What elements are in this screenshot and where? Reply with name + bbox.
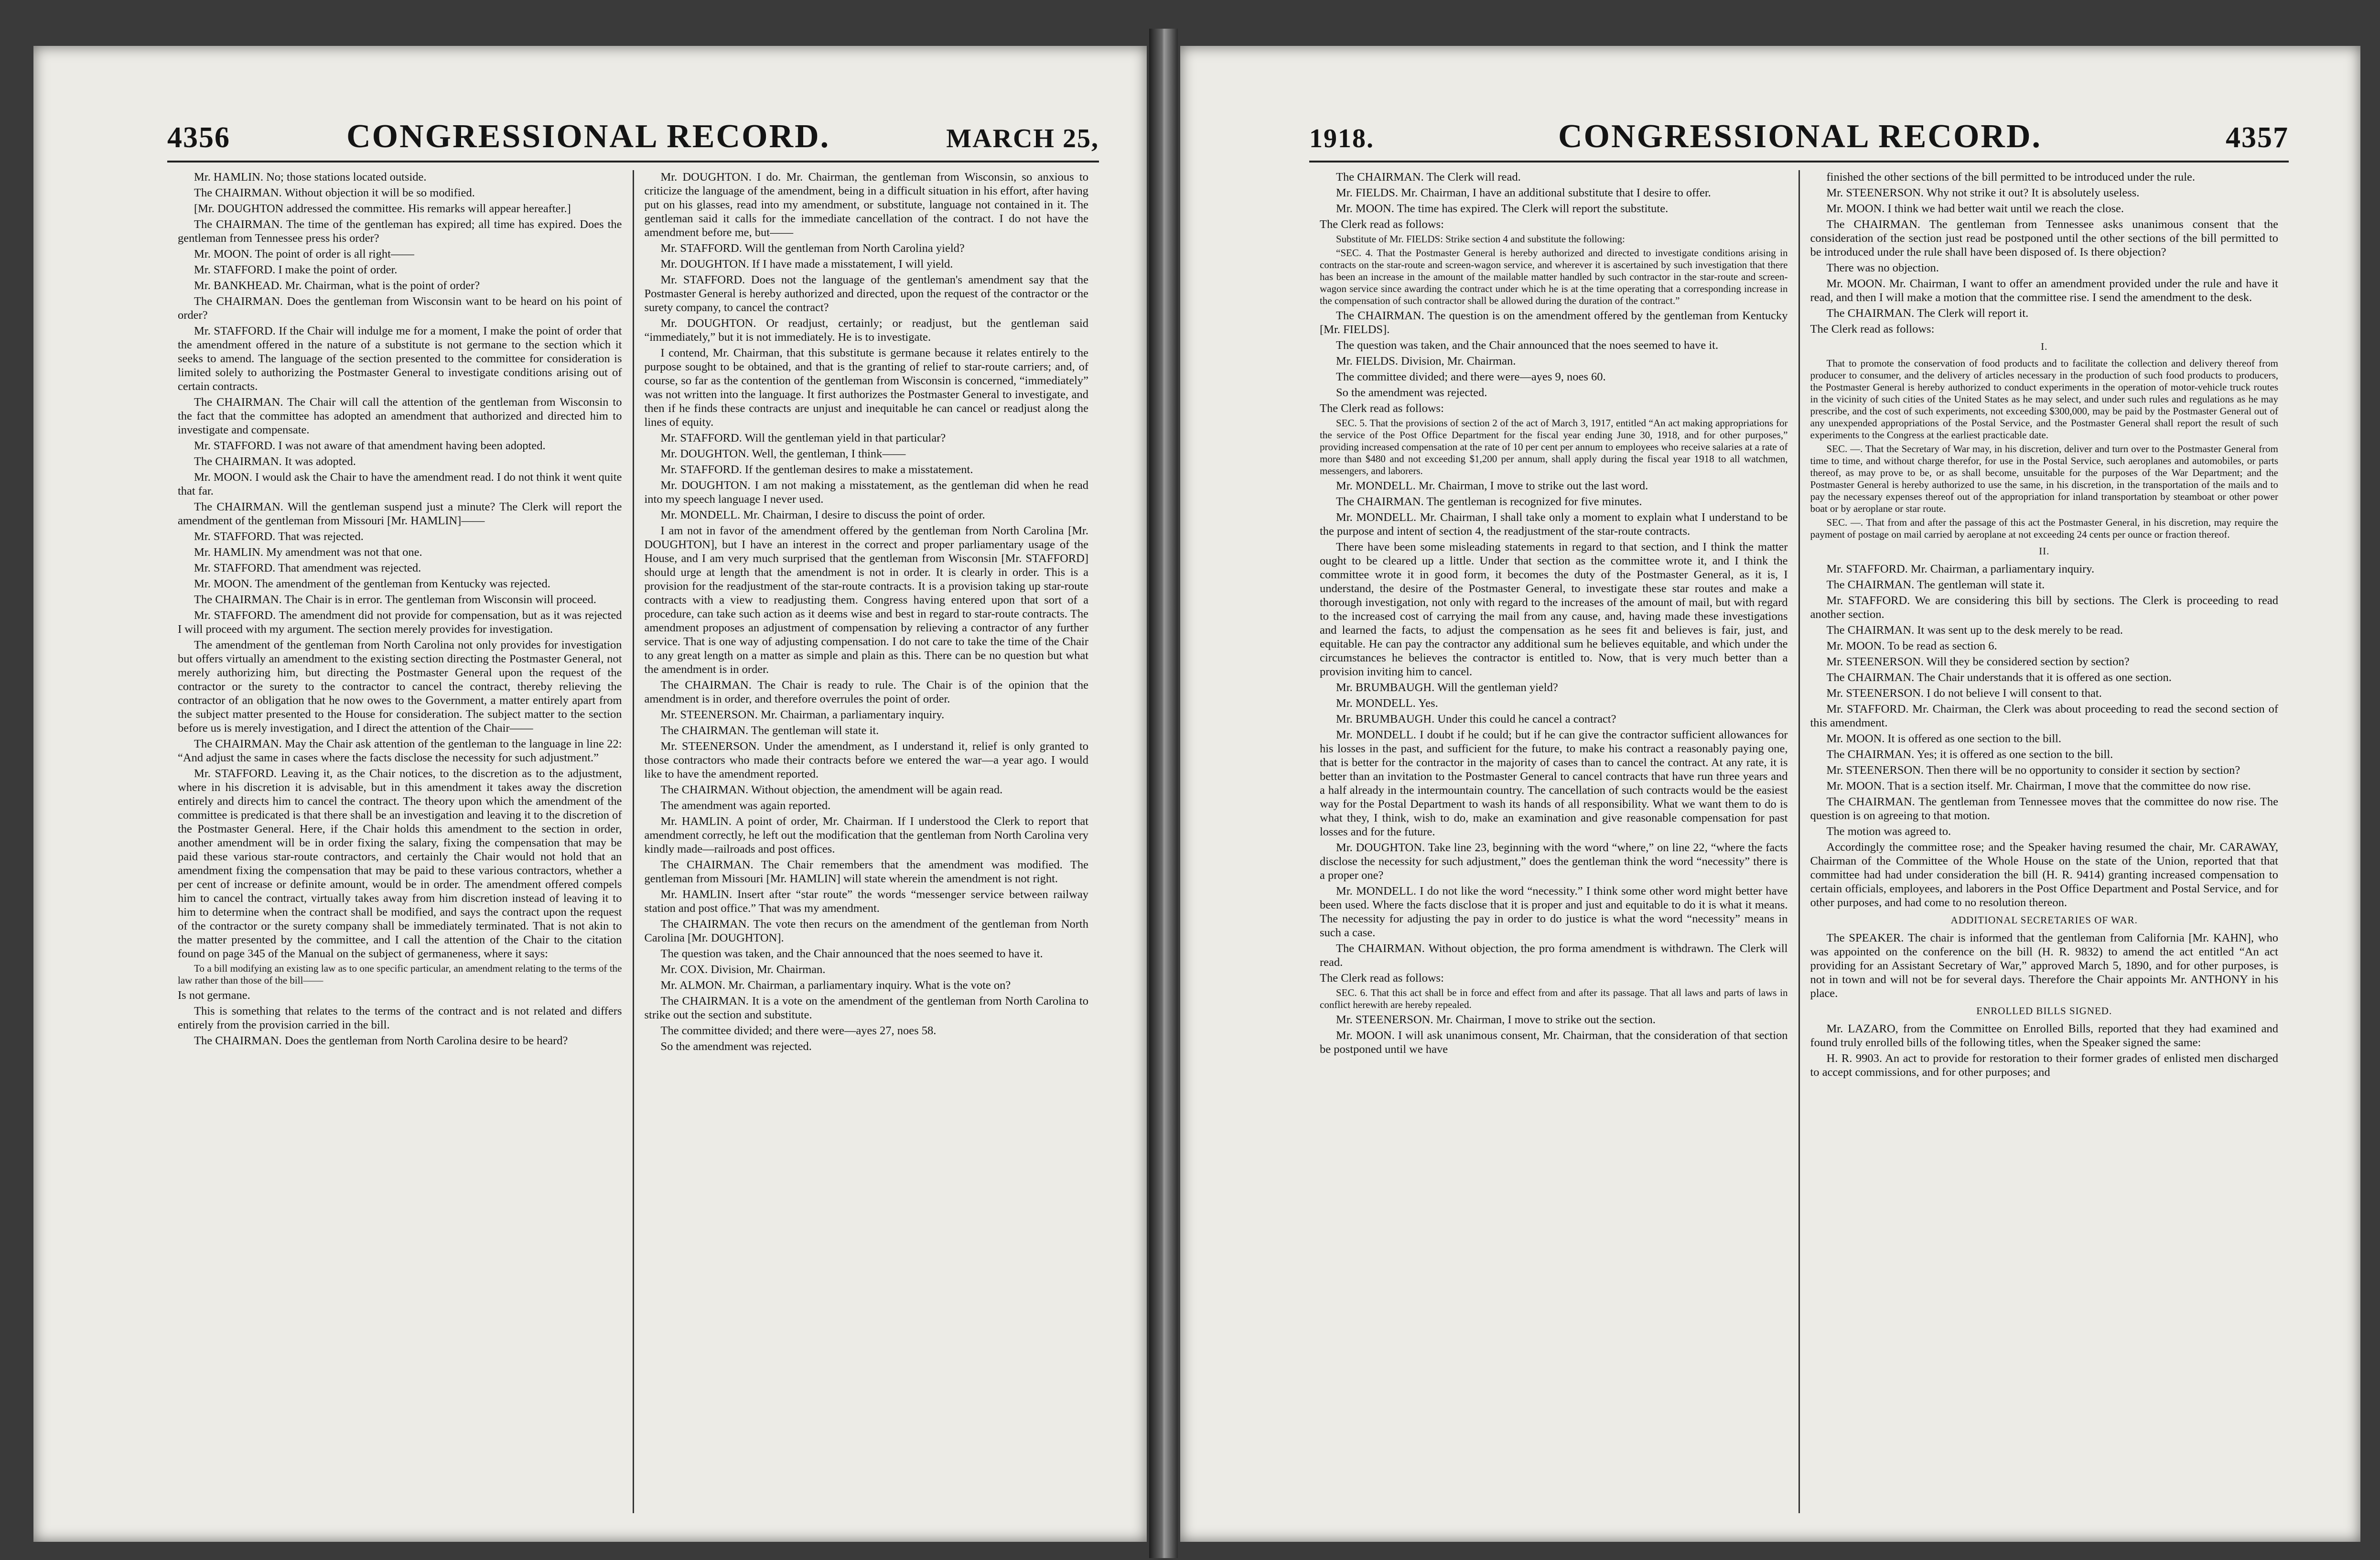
paragraph: The CHAIRMAN. The gentleman will state it.: [660, 724, 879, 737]
paragraph: So the amendment was rejected.: [1336, 386, 1487, 399]
paragraph: Mr. STEENERSON. Under the amendment, as I understand it, relief is only granted to those contractors who made their contracts before we entered the war—a year ago. I would like to have the amendment reported.: [644, 740, 1088, 780]
paragraph: The CHAIRMAN. The gentleman is recognized for five minutes.: [1336, 495, 1642, 508]
paragraph: That to promote the conservation of food products and to facilitate the collection and delivery thereof from producer to consumer, and the delivery of articles necessary in the production of such food products to producers, the Postmaster General is hereby authorized to conduct experiments in the operation of motor-vehicle truck routes in the vicinity of such cities of the United States as he may select, and under such rules and regulations as he may prescribe, and the cost of such experiments, not exceeding $300,000, may be paid by the Postmaster General out of any unexpended appropriations of the Postal Service, and the Postmaster General shall report the result of such experiments to the Congress at the earliest practicable date.: [1810, 358, 2278, 441]
paragraph: Mr. MONDELL. Yes.: [1336, 697, 1438, 710]
paragraph: Mr. MONDELL. Mr. Chairman, I desire to discuss the point of order.: [660, 509, 985, 521]
left-page-header: [167, 118, 1099, 162]
paragraph: Substitute of Mr. FIELDS: Strike section 4 and substitute the following:: [1336, 233, 1625, 245]
paragraph: Mr. STAFFORD. If the gentleman desires to make a misstatement.: [660, 463, 973, 476]
paragraph: “SEC. 4. That the Postmaster General is hereby authorized and directed to investigate conditions arising in contracts on the star-route and screen-wagon service, and wherever it is ascertained by such investigation that there has been an increase in the amount of the mailable matter handled by such contractor in the star-route and screen-wagon service since awarding the contract under which he is at the time operating that a corresponding increase in the compensation of such contractor shall be allowed during the duration of the contract.”: [1320, 247, 1788, 306]
paragraph: The CHAIRMAN. Does the gentleman from Wisconsin want to be heard on his point of order?: [178, 295, 622, 322]
paragraph: Mr. LAZARO, from the Committee on Enrolled Bills, reported that they had examined and found truly enrolled bills of the following titles, when the Speaker signed the same:: [1810, 1022, 2278, 1049]
paragraph: The CHAIRMAN. The gentleman from Tennessee moves that the committee do now rise. The question is on agreeing to that motion.: [1810, 795, 2278, 822]
paragraph: Mr. STEENERSON. Mr. Chairman, a parliamentary inquiry.: [660, 708, 945, 721]
left-page: [33, 46, 1147, 1542]
paragraph: Mr. ALMON. Mr. Chairman, a parliamentary inquiry. What is the vote on?: [660, 979, 1011, 992]
paragraph: Mr. FIELDS. Division, Mr. Chairman.: [1336, 355, 1516, 368]
paragraph: The CHAIRMAN. The vote then recurs on the amendment of the gentleman from North Carolina [Mr. DOUGHTON].: [644, 918, 1088, 944]
paragraph: The CHAIRMAN. The gentleman will state it.: [1826, 578, 2045, 591]
paragraph: Mr. STAFFORD. Does not the language of the gentleman's amendment say that the Postmaster General is hereby authorized and directed, upon the request of the contractor or the surety company, to cancel the contract?: [644, 273, 1088, 314]
paragraph: ADDITIONAL SECRETARIES OF WAR.: [1950, 914, 2138, 926]
paragraph: The CHAIRMAN. The Clerk will report it.: [1826, 307, 2029, 320]
paragraph: The Clerk read as follows:: [1320, 972, 1444, 985]
paragraph: The CHAIRMAN. Without objection, the pro forma amendment is withdrawn. The Clerk will read.: [1320, 942, 1788, 969]
book-spine: [1149, 29, 1178, 1558]
paragraph: Mr. STEENERSON. Will they be considered section by section?: [1826, 655, 2130, 668]
paragraph: The CHAIRMAN. The Chair remembers that the amendment was modified. The gentleman from Missouri [Mr. HAMLIN] will state wherein the amendment is not right.: [644, 858, 1088, 885]
paragraph: The Clerk read as follows:: [1320, 402, 1444, 415]
paragraph: Mr. HAMLIN. A point of order, Mr. Chairman. If I understood the Clerk to report that amendment correctly, he left out the modification that the gentleman from North Carolina very kindly made—railroads and post offices.: [644, 815, 1088, 856]
paragraph: Mr. HAMLIN. My amendment was not that one.: [194, 546, 422, 559]
paragraph: Mr. STAFFORD. Will the gentleman from North Carolina yield?: [660, 242, 965, 255]
paragraph: The committee divided; and there were—ayes 9, noes 60.: [1336, 370, 1606, 383]
paragraph: The CHAIRMAN. It was adopted.: [194, 455, 356, 468]
paragraph: SEC. —. That the Secretary of War may, in his discretion, deliver and turn over to the Postmaster General from time to time, and without charge therefor, for use in the Postal Service, such aeroplanes and automobiles, or parts thereof, as may prove to be, or as shall become, unsuitable for the purposes of the War Department; and the Postmaster General is hereby authorized to use the same, in his discretion, in the transportation of the mails and to pay the necessary expenses thereof out of the appropriation for inland transportation by steamboat or other power boat or by aeroplane or star route.: [1810, 443, 2278, 514]
paragraph: The SPEAKER. The chair is informed that the gentleman from California [Mr. KAHN], who was appointed on the conference on the bill (H. R. 9832) to amend the act entitled “An act providing for an Assistant Secretary of War,” approved March 5, 1890, and for other purposes, is not in town and will not be for several days. Therefore the Chair appoints Mr. ANTHONY in his place.: [1810, 932, 2278, 1000]
right-page: [1180, 46, 2360, 1542]
paragraph: The CHAIRMAN. It is a vote on the amendment of the gentleman from North Carolina to strike out the section and substitute.: [644, 995, 1088, 1021]
paragraph: The Clerk read as follows:: [1810, 323, 1935, 336]
paragraph: Mr. MONDELL. Mr. Chairman, I move to strike out the last word.: [1336, 479, 1648, 492]
paragraph: Mr. DOUGHTON. If I have made a misstatement, I will yield.: [660, 258, 953, 271]
paragraph: I contend, Mr. Chairman, that this substitute is germane because it relates entirely to the purpose sought to be obtained, and that is the granting of relief to star-route carriers; and, of course, so far as the contention of the gentleman from Wisconsin is concerned, “immediately” was not written into the language. It first authorizes the Postmaster General to investigate, and then if he finds these contracts are unjust and inequitable he can cancel or readjust along the lines of equity.: [644, 347, 1088, 429]
paragraph: Accordingly the committee rose; and the Speaker having resumed the chair, Mr. CARAWAY, Chairman of the Committee of the Whole House on the state of the Union, reported that that committee had had under consideration the bill (H. R. 9414) granting increased compensation to certain officials, employees, and laborers in the Post Office Department and Postal Service, and for other purposes, and had come to no resolution thereon.: [1810, 841, 2278, 909]
paragraph: The amendment of the gentleman from North Carolina not only provides for investigation but offers virtually an amendment to the existing section directing the Postmaster General, not merely authorizing him, but directing the Postmaster General upon the request of the contractor or the surety to the contractor to cancel the contract, thereby relieving the contractor of an obligation that he now owes to the Government, a matter entirely apart from the subject matter presented to the House for consideration. The subject matter to the section before us is merely investigation, and I direct the attention of the Chair——: [178, 639, 622, 735]
paragraph: Mr. STAFFORD. Mr. Chairman, the Clerk was about proceeding to read the second section of this amendment.: [1810, 703, 2278, 729]
paragraph: Mr. MOON. The point of order is all right——: [194, 248, 414, 260]
paragraph: Mr. STAFFORD. Leaving it, as the Chair notices, to the discretion as to the adjustment, where in his discretion it is advisable, but in this amendment it takes away the discretion entirely and directs him to cancel the contract. The theory upon which the amendment of the committee is predicated is that there shall be an investigation and leaving it to the discretion of the Postmaster General. Here, if the Chair holds this amendment to the section in order, another amendment will be in order fixing the salary, fixing the compensation that may be paid these various star-route contractors, and certainly the Chair would not hold that an amendment fixing the compensation that may be paid to these various contractors, whether a per cent of increase or definite amount, would be in order. The amendment offered compels him to cancel the contract, virtually takes away from him discretion instead of leaving it to him to determine when the contract shall be modified, and says the contract upon the request of the contractor or the surety company shall be immediately terminated. That is not akin to the matter presented by the committee, and I call the attention of the Chair to the citation found on page 345 of the Manual on the subject of germaneness, where it says:: [178, 767, 622, 960]
paragraph: The CHAIRMAN. The Chair will call the attention of the gentleman from Wisconsin to the fact that the committee has adopted an amendment that authorized and directed him to investigate and compensate.: [178, 396, 622, 436]
paragraph: So the amendment was rejected.: [660, 1040, 812, 1053]
text-column: [167, 170, 633, 1513]
page-number: 4356: [167, 121, 230, 154]
paragraph: Mr. STAFFORD. Mr. Chairman, a parliamentary inquiry.: [1826, 563, 2095, 575]
paragraph: Mr. STEENERSON. Then there will be no opportunity to consider it section by section?: [1826, 764, 2240, 777]
paragraph: The CHAIRMAN. The time of the gentleman has expired; all time has expired. Does the gentleman from Tennessee press his order?: [178, 218, 622, 245]
page-year: 1918.: [1309, 124, 1374, 153]
paragraph: ENROLLED BILLS SIGNED.: [1976, 1005, 2112, 1017]
publication-title: CONGRESSIONAL RECORD.: [1558, 118, 2042, 155]
paragraph: The CHAIRMAN. Does the gentleman from North Carolina desire to be heard?: [194, 1034, 568, 1047]
paragraph: SEC. —. That from and after the passage of this act the Postmaster General, in his discretion, may require the payment of postage on mail carried by aeroplane at not exceeding 24 cents per ounce or fraction thereof.: [1810, 517, 2278, 540]
paragraph: Mr. HAMLIN. Insert after “star route” the words “messenger service between railway station and post office.” That was my amendment.: [644, 888, 1088, 915]
paragraph: Mr. STAFFORD. If the Chair will indulge me for a moment, I make the point of order that the amendment offered in the nature of a substitute is not germane to the section which it seeks to amend. The language of the section presented to the committee for consideration is limited solely to authorizing the Postmaster General to investigate conditions arising out of certain contracts.: [178, 325, 622, 393]
paragraph: Mr. STAFFORD. That amendment was rejected.: [194, 562, 421, 574]
paragraph: Mr. DOUGHTON. Or readjust, certainly; or readjust, but the gentleman said “immediately,” but it is not immediately. He is to investigate.: [644, 317, 1088, 344]
paragraph: The CHAIRMAN. It was sent up to the desk merely to be read.: [1826, 624, 2123, 637]
page-number: 4357: [2225, 121, 2289, 154]
page-date: MARCH 25,: [946, 124, 1099, 153]
paragraph: Mr. MOON. That is a section itself. Mr. Chairman, I move that the committee do now rise.: [1826, 780, 2251, 792]
paragraph: Mr. MOON. The amendment of the gentleman from Kentucky was rejected.: [194, 577, 550, 590]
paragraph: Mr. MOON. I would ask the Chair to have the amendment read. I do not think it went quite that far.: [178, 471, 622, 498]
paragraph: Mr. HAMLIN. No; those stations located outside.: [194, 171, 427, 184]
paragraph: The CHAIRMAN. The gentleman from Tennessee asks unanimous consent that the consideration of the section just read be postponed until the other sections of the bill permitted to be introduced under the rule shall have been disposed of. Is there objection?: [1810, 218, 2278, 259]
paragraph: Mr. DOUGHTON. I do. Mr. Chairman, the gentleman from Wisconsin, so anxious to criticize the language of the amendment, being in a difficult situation in his effort, after having put on his glasses, read into my amendment, or substitute, language not contained in it. The gentleman said it calls for the immediate cancellation of the contract. I do not have the amendment before me, but——: [644, 171, 1088, 239]
paragraph: Mr. STEENERSON. I do not believe I will consent to that.: [1826, 687, 2102, 700]
paragraph: Mr. STEENERSON. Why not strike it out? It is absolutely useless.: [1826, 186, 2140, 199]
paragraph: The CHAIRMAN. Yes; it is offered as one section to the bill.: [1826, 748, 2113, 761]
paragraph: SEC. 5. That the provisions of section 2 of the act of March 3, 1917, entitled “An act making appropriations for the service of the Post Office Department for the fiscal year ending June 30, 1918, and for other purposes,” providing increased compensation at the rate of 10 per cent per annum to employees who receive salaries at a rate of more than $480 and not exceeding $1,200 per annum, shall apply during the fiscal year 1918 to all watchmen, messengers, and laborers.: [1320, 417, 1788, 477]
right-page-header: [1309, 118, 2289, 162]
paragraph: II.: [2039, 545, 2050, 557]
paragraph: Mr. BRUMBAUGH. Under this could he cancel a contract?: [1336, 713, 1616, 726]
paragraph: I am not in favor of the amendment offered by the gentleman from North Carolina [Mr. DOUGHTON], but I have an interest in the correct and proper parliamentary usage of the House, and I am very much surprised that the gentleman from Wisconsin [Mr. STAFFORD] should urge at length that the amendment is not in order. It is clearly in order. This is a provision for the readjustment of the star-route contracts. It is a provision taking up star-route contracts with a view to readjusting them. Congress having entered upon that sort of a procedure, can take such action as it deems wise and best in regard to star-route contracts. The amendment proposes an adjustment of compensation by relieving a contractor of any further service. That is one way of adjusting compensation. I do not care to take the time of the Chair to any great length on a matter as simple and plain as this. There can be no question but what the amendment is in order.: [644, 524, 1088, 676]
paragraph: The question was taken, and the Chair announced that the noes seemed to have it.: [1336, 339, 1719, 352]
paragraph: To a bill modifying an existing law as to one specific particular, an amendment relating to the terms of the law rather than those of the bill——: [178, 963, 622, 986]
paragraph: Mr. STAFFORD. I make the point of order.: [194, 263, 398, 276]
text-column: [1798, 170, 2289, 1513]
paragraph: finished the other sections of the bill permitted to be introduced under the rule.: [1826, 171, 2196, 184]
paragraph: The CHAIRMAN. Without objection it will be so modified.: [194, 186, 475, 199]
paragraph: The motion was agreed to.: [1826, 825, 1951, 838]
paragraph: Mr. STAFFORD. Will the gentleman yield in that particular?: [660, 432, 946, 444]
paragraph: H. R. 9903. An act to provide for restoration to their former grades of enlisted men discharged to accept commissions, and for other purposes; and: [1810, 1052, 2278, 1079]
paragraph: Mr. MONDELL. Mr. Chairman, I shall take only a moment to explain what I understand to be the purpose and intent of section 4, the readjustment of the star-route contracts.: [1320, 511, 1788, 538]
paragraph: I.: [2041, 341, 2048, 352]
paragraph: The committee divided; and there were—ayes 27, noes 58.: [660, 1024, 937, 1037]
paragraph: The CHAIRMAN. The question is on the amendment offered by the gentleman from Kentucky [Mr. FIELDS].: [1320, 309, 1788, 336]
paragraph: Mr. BRUMBAUGH. Will the gentleman yield?: [1336, 681, 1558, 694]
paragraph: Is not germane.: [178, 989, 250, 1002]
paragraph: The question was taken, and the Chair announced that the noes seemed to have it.: [660, 947, 1043, 960]
paragraph: Mr. MONDELL. I doubt if he could; but if he can give the contractor sufficient allowances for his losses in the past, and sufficient for the future, to make his contract a reasonably paying one, that is better for the contractor in the majority of cases than to cancel the contract. At any rate, it is better than an invitation to the Postmaster General to cancel contracts that have run three years and a half already in the intermountain country. The cancellation of such contracts would be the easiest way for the Postal Department to wash its hands of all responsibility. What we want them to do is what they, I think, wish to do, make an examination and give reasonable compensation for past losses and for the future.: [1320, 728, 1788, 838]
paragraph: Mr. STAFFORD. That was rejected.: [194, 530, 364, 543]
right-page-columns: [1309, 170, 2289, 1513]
paragraph: Mr. FIELDS. Mr. Chairman, I have an additional substitute that I desire to offer.: [1336, 186, 1711, 199]
paragraph: Mr. STAFFORD. The amendment did not provide for compensation, but as it was rejected I will proceed with my argument. The section merely provides for investigation.: [178, 609, 622, 636]
paragraph: Mr. STEENERSON. Mr. Chairman, I move to strike out the section.: [1336, 1013, 1656, 1026]
paragraph: Mr. BANKHEAD. Mr. Chairman, what is the point of order?: [194, 279, 480, 292]
paragraph: SEC. 6. That this act shall be in force and effect from and after its passage. That all laws and parts of laws in conflict herewith are hereby repealed.: [1320, 987, 1788, 1010]
paragraph: Mr. COX. Division, Mr. Chairman.: [660, 963, 826, 976]
paragraph: There have been some misleading statements in regard to that section, and I think the matter ought to be cleared up a little. Under that section as the committee wrote it, and I think the committee wrote it in good form, it becomes the duty of the Postmaster General, as it is, I understand, the desire of the Postmaster General, to investigate these star routes and make a thorough investigation, not only with regard to the increases of the amount of mail, but with regard to the increased cost of carrying the mail from any cause, and, having made these investigations and learned the facts, to adjust the compensation as he sees fit and believes is fair, just, and equitable. He can pay the contractor any additional sum he believes equitable, and which under the circumstances he believes the contractor is entitled to. Now, that is very much better than a provision inviting him to cancel.: [1320, 541, 1788, 678]
paragraph: Mr. MOON. It is offered as one section to the bill.: [1826, 732, 2062, 745]
paragraph: This is something that relates to the terms of the contract and is not related and differs entirely from the provision carried in the bill.: [178, 1005, 622, 1031]
publication-title: CONGRESSIONAL RECORD.: [346, 118, 830, 155]
paragraph: There was no objection.: [1826, 261, 1939, 274]
paragraph: Mr. DOUGHTON. Take line 23, beginning with the word “where,” on line 22, “where the facts disclose the necessity for such adjustment,” does the gentleman think the word “necessity” there is a proper one?: [1320, 841, 1788, 882]
paragraph: Mr. MOON. The time has expired. The Clerk will report the substitute.: [1336, 202, 1669, 215]
paragraph: The CHAIRMAN. The Chair is ready to rule. The Chair is of the opinion that the amendment is in order, and therefore overrules the point of order.: [644, 679, 1088, 705]
paragraph: The CHAIRMAN. Will the gentleman suspend just a minute? The Clerk will report the amendment of the gentleman from Missouri [Mr. HAMLIN]——: [178, 500, 622, 527]
paragraph: The CHAIRMAN. The Chair understands that it is offered as one section.: [1826, 671, 2172, 684]
text-column: [1309, 170, 1798, 1513]
paragraph: Mr. STAFFORD. We are considering this bill by sections. The Clerk is proceeding to read another section.: [1810, 594, 2278, 621]
paragraph: Mr. MOON. I think we had better wait until we reach the close.: [1826, 202, 2124, 215]
paragraph: Mr. STAFFORD. I was not aware of that amendment having been adopted.: [194, 439, 546, 452]
paragraph: [Mr. DOUGHTON addressed the committee. His remarks will appear hereafter.]: [194, 202, 571, 215]
paragraph: The CHAIRMAN. May the Chair ask attention of the gentleman to the language in line 22: “And adjust the same in cases where the facts disclose the necessity for such adjustment.”: [178, 737, 622, 764]
paragraph: The amendment was again reported.: [660, 799, 831, 812]
paragraph: The Clerk read as follows:: [1320, 218, 1444, 231]
left-page-columns: [167, 170, 1099, 1513]
paragraph: Mr. MOON. To be read as section 6.: [1826, 639, 1997, 652]
paragraph: The CHAIRMAN. Without objection, the amendment will be again read.: [660, 783, 1003, 796]
paragraph: The CHAIRMAN. The Chair is in error. The gentleman from Wisconsin will proceed.: [194, 593, 597, 606]
paragraph: Mr. DOUGHTON. I am not making a misstatement, as the gentleman did when he read into my speech language I never used.: [644, 479, 1088, 506]
paragraph: Mr. DOUGHTON. Well, the gentleman, I think——: [660, 447, 906, 460]
paragraph: Mr. MONDELL. I do not like the word “necessity.” I think some other word might better have been used. Where the facts disclose that it is proper and just and equitable to do it is what it means. The necessity for adjusting the pay in order to do justice is what the word “necessity” means in such a case.: [1320, 885, 1788, 939]
paragraph: Mr. MOON. I will ask unanimous consent, Mr. Chairman, that the consideration of that section be postponed until we have: [1320, 1029, 1788, 1056]
paragraph: The CHAIRMAN. The Clerk will read.: [1336, 171, 1521, 184]
text-column: [633, 170, 1099, 1513]
paragraph: Mr. MOON. Mr. Chairman, I want to offer an amendment provided under the rule and have it read, and then I will make a motion that the committee rise. I send the amendment to the desk.: [1810, 277, 2278, 304]
